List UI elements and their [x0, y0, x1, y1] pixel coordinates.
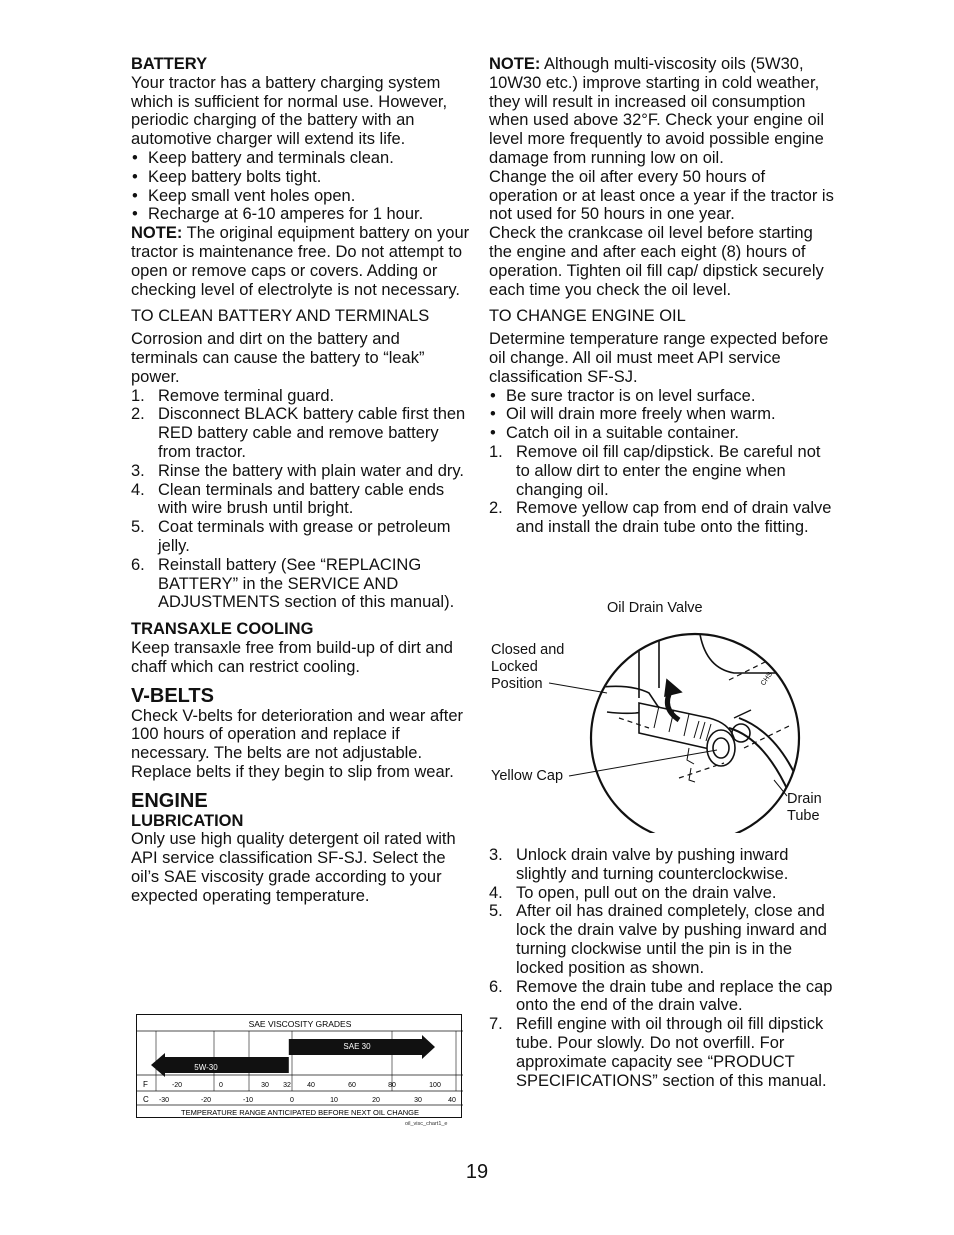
list-item: 4. Clean terminals and battery cable ends with wire brush until bright. — [131, 480, 445, 518]
f-tick-label: 30 — [261, 1082, 269, 1089]
c-tick-label: 40 — [448, 1097, 456, 1104]
clean-intro: Corrosion and dirt on the battery and terminals can cause the battery to “leak” power. — [131, 330, 425, 386]
f-tick-label: 100 — [429, 1082, 441, 1089]
note-label: NOTE: — [131, 224, 183, 243]
change-oil-steps-a — [489, 443, 834, 537]
viscosity-chart — [136, 1014, 462, 1118]
change-interval-text: Change the oil after every 50 hours of operation or at least once a year if the tractor is not used for 50 hours in one year. — [489, 167, 834, 224]
change-oil-heading: TO CHANGE ENGINE OIL — [489, 307, 686, 326]
c-tick-label: -30 — [158, 1097, 170, 1104]
change-oil-bullets — [489, 387, 834, 443]
bar-label-5w30: 5W-30 — [194, 1063, 218, 1072]
list-item: 3. Unlock drain valve by pushing inward slightly and turning counterclockwise. — [489, 846, 789, 883]
oil-drain-valve-figure — [489, 598, 834, 833]
f-tick-label: 80 — [388, 1082, 396, 1089]
chart-title: SAE VISCOSITY GRADES — [248, 1019, 352, 1029]
drain-tube-label: Drain Tube — [787, 791, 822, 824]
list-item: 5. Coat terminals with grease or petroleum jelly. — [131, 518, 451, 555]
closed-locked-label: Closed and Locked Position — [491, 642, 565, 692]
right-column-lower — [489, 846, 834, 1090]
drain-valve-illustration — [489, 598, 834, 833]
c-tick-label: -20 — [200, 1097, 212, 1104]
oil-note — [489, 55, 834, 168]
clean-steps — [131, 387, 471, 613]
f-tick-label: 0 — [219, 1082, 223, 1089]
chart-footer: TEMPERATURE RANGE ANTICIPATED BEFORE NEXT OIL CHANGE — [181, 1108, 419, 1117]
transaxle-heading: TRANSAXLE COOLING — [131, 620, 314, 639]
c-tick-label: 30 — [414, 1097, 422, 1104]
bar-label-sae30: SAE 30 — [343, 1042, 371, 1051]
list-item: • Catch oil in a suitable container. — [489, 424, 834, 443]
small-mark: CHS — [759, 671, 775, 688]
change-oil-steps-b — [489, 846, 834, 1090]
f-tick-label: 32 — [283, 1082, 291, 1089]
battery-intro: Your tractor has a battery charging system which is sufficient for normal use. However, periodic charging of the battery with an automotive charger will extend its life. — [131, 73, 448, 149]
note-text: Although multi-viscosity oils (5W30, 10W30 etc.) improve starting in cold weather, they will result in increased oil consumption when used above 32°F. Check your engine oil level more frequently to avoid possible engine damage from running low on oil. — [489, 55, 824, 167]
viscosity-chart-svg — [137, 1015, 463, 1119]
f-tick-label: 60 — [348, 1082, 356, 1089]
list-item: 1. Remove terminal guard. — [131, 386, 335, 405]
list-item: • Recharge at 6-10 amperes for 1 hour. — [131, 205, 471, 224]
list-item: 3. Rinse the battery with plain water and dry. — [131, 461, 465, 480]
yellow-cap-label: Yellow Cap — [491, 768, 564, 784]
left-column — [131, 55, 471, 906]
lubrication-text: Only use high quality detergent oil rated with API service classification SF-SJ. Select the oil’s SAE viscosity grade according to your expected operating temperature. — [131, 830, 456, 905]
c-tick-label: 20 — [372, 1097, 380, 1104]
vbelts-text: Check V-belts for deterioration and wear after 100 hours of operation and replace if necessary. The belts are not adjustable. Replace belts if they begin to slip from wear. — [131, 706, 464, 781]
c-unit-label: C — [143, 1095, 149, 1104]
list-item: • Keep battery and terminals clean. — [131, 149, 471, 168]
battery-bullets — [131, 149, 471, 224]
f-tick-label: 40 — [307, 1082, 315, 1089]
vbelts-heading: V-BELTS — [131, 684, 214, 707]
list-item: 4. To open, pull out on the drain valve. — [489, 883, 777, 902]
list-item: • Keep battery bolts tight. — [131, 168, 471, 187]
c-tick-label: -10 — [242, 1097, 254, 1104]
figure-title: Oil Drain Valve — [607, 600, 703, 616]
list-item: 6. Remove the drain tube and replace the cap onto the end of the drain valve. — [489, 977, 833, 1015]
chart-id-code: oil_visc_chart1_e — [405, 1121, 448, 1127]
f-tick-label: -20 — [171, 1082, 183, 1089]
right-column — [489, 55, 834, 537]
list-item: 2. Disconnect BLACK battery cable first then RED battery cable and remove battery from tractor. — [131, 405, 466, 461]
battery-heading: BATTERY — [131, 55, 208, 73]
list-item: • Be sure tractor is on level surface. — [489, 387, 834, 406]
c-tick-label: 10 — [330, 1097, 338, 1104]
engine-heading: ENGINE — [131, 789, 208, 812]
list-item: 5. After oil has drained completely, close and lock the drain valve by pushing inward and turning clockwise until the pin is in the locked position as shown. — [489, 902, 827, 977]
check-level-text: Check the crankcase oil level before starting the engine and after each eight (8) hours of operation. Tighten oil fill cap/ dipstick securely each time you check the oil level. — [489, 224, 824, 299]
lubrication-heading: LUBRICATION — [131, 811, 244, 830]
clean-heading: TO CLEAN BATTERY AND TERMINALS — [131, 307, 430, 326]
page-number: 19 — [465, 1161, 489, 1183]
list-item: • Oil will drain more freely when warm. — [489, 405, 834, 424]
bar-5w30 — [151, 1053, 289, 1077]
list-item: 7. Refill engine with oil through oil fill dipstick tube. Pour slowly. Do not overfill. For approximate capacity see “PRODUCT SPECIFICATIONS” section of this manual. — [489, 1015, 827, 1090]
c-tick-label: 0 — [290, 1097, 294, 1104]
note-text: The original equipment battery on your tractor is maintenance free. Do not attempt to open or remove caps or covers. Adding or checking level of electrolyte is not necessary. — [131, 224, 470, 299]
list-item: 6. Reinstall battery (See “REPLACING BATTERY” in the SERVICE AND ADJUSTMENTS section of this manual). — [131, 555, 455, 612]
note-label: NOTE: — [489, 55, 541, 73]
list-item: 2. Remove yellow cap from end of drain valve and install the drain tube onto the fitting. — [489, 499, 832, 537]
change-oil-intro: Determine temperature range expected before oil change. All oil must meet API service classification SF-SJ. — [489, 330, 829, 386]
f-unit-label: F — [143, 1080, 148, 1089]
list-item: 1. Remove oil fill cap/dipstick. Be careful not to allow dirt to enter the engine when changing oil. — [489, 442, 821, 499]
transaxle-text: Keep transaxle free from build-up of dirt and chaff which can restrict cooling. — [131, 638, 453, 676]
list-item: • Keep small vent holes open. — [131, 187, 471, 206]
battery-note — [131, 224, 471, 299]
